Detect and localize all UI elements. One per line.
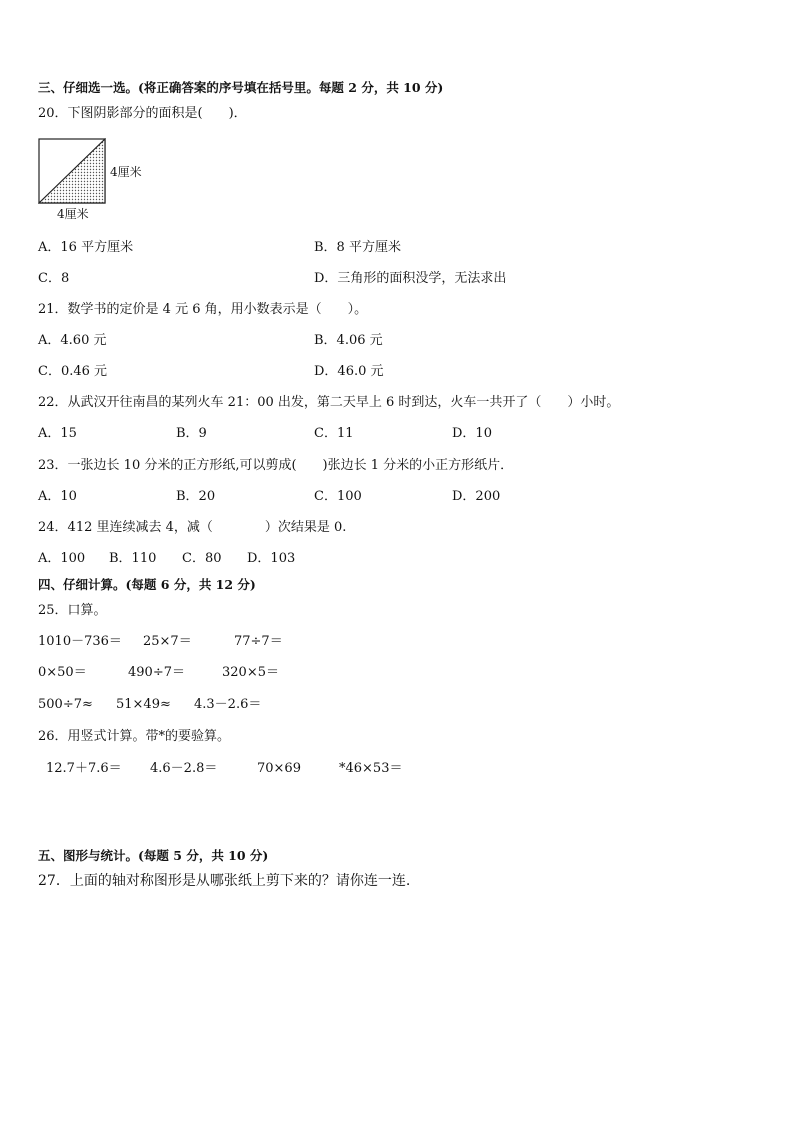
q21-option-c: C．0.46 元 [38, 364, 108, 379]
vertical-calc-item: 4.6－2.8＝ [150, 761, 218, 776]
section-3-title: 三、仔细选一选。(将正确答案的序号填在括号里。每题 2 分，共 10 分) [38, 80, 444, 95]
q21-option-b: B．4.06 元 [314, 333, 383, 348]
q24-option-d: D．103 [247, 551, 296, 566]
question-27-stem: 27．上面的轴对称图形是从哪张纸上剪下来的？请你连一连. [38, 873, 411, 889]
question-24-stem: 24．412 里连续减去 4，减（ ）次结果是 0. [38, 520, 347, 535]
mental-calc-item: 4.3－2.6＝ [194, 697, 262, 712]
square-figure [38, 138, 148, 222]
q21-option-d: D．46.0 元 [314, 364, 384, 379]
mental-calc-item: 490÷7＝ [128, 665, 185, 680]
mental-calc-item: 1010－736＝ [38, 634, 122, 649]
q24-option-b: B．110 [109, 551, 157, 566]
question-26-stem: 26．用竖式计算。带*的要验算。 [38, 729, 231, 744]
mental-calc-item: 320×5＝ [222, 665, 279, 680]
q21-option-a: A．4.60 元 [38, 333, 107, 348]
figure-bottom-label: 4厘米 [57, 207, 89, 221]
q23-option-c: C．100 [314, 489, 362, 504]
q23-option-d: D．200 [452, 489, 501, 504]
q22-option-a: A．15 [38, 426, 77, 441]
mental-calc-item: 25×7＝ [143, 634, 192, 649]
figure-side-label: 4厘米 [110, 165, 142, 179]
q24-option-c: C．80 [182, 551, 222, 566]
mental-calc-item: 500÷7≈ [38, 697, 93, 712]
q24-option-a: A．100 [38, 551, 86, 566]
mental-calc-item: 0×50＝ [38, 665, 87, 680]
question-22-stem: 22．从武汉开往南昌的某列火车 21：00 出发，第二天早上 6 时到达，火车一共开了（ ）小时。 [38, 395, 620, 410]
question-20-stem: 20．下图阴影部分的面积是( )． [38, 106, 247, 121]
q22-option-b: B．9 [176, 426, 207, 441]
q23-option-b: B．20 [176, 489, 216, 504]
q20-option-b: B．8 平方厘米 [314, 240, 401, 255]
q22-option-c: C．11 [314, 426, 354, 441]
q22-option-d: D．10 [452, 426, 492, 441]
q20-option-c: C．8 [38, 271, 70, 286]
question-23-stem: 23．一张边长 10 分米的正方形纸,可以剪成( )张边长 1 分米的小正方形纸片． [38, 458, 514, 473]
vertical-calc-item: 12.7＋7.6＝ [46, 761, 122, 776]
mental-calc-item: 51×49≈ [116, 697, 171, 712]
mental-calc-item: 77÷7＝ [234, 634, 283, 649]
q20-option-a: A．16 平方厘米 [38, 240, 134, 255]
vertical-calc-item: *46×53＝ [339, 761, 403, 776]
q23-option-a: A．10 [38, 489, 77, 504]
question-25-stem: 25．口算。 [38, 603, 107, 618]
section-5-title: 五、图形与统计。(每题 5 分，共 10 分) [38, 848, 269, 863]
question-21-stem: 21．数学书的定价是 4 元 6 角，用小数表示是（ ）。 [38, 302, 368, 317]
vertical-calc-item: 70×69 [257, 761, 301, 776]
q20-option-d: D．三角形的面积没学，无法求出 [314, 271, 507, 286]
section-4-title: 四、仔细计算。(每题 6 分，共 12 分) [38, 577, 256, 592]
